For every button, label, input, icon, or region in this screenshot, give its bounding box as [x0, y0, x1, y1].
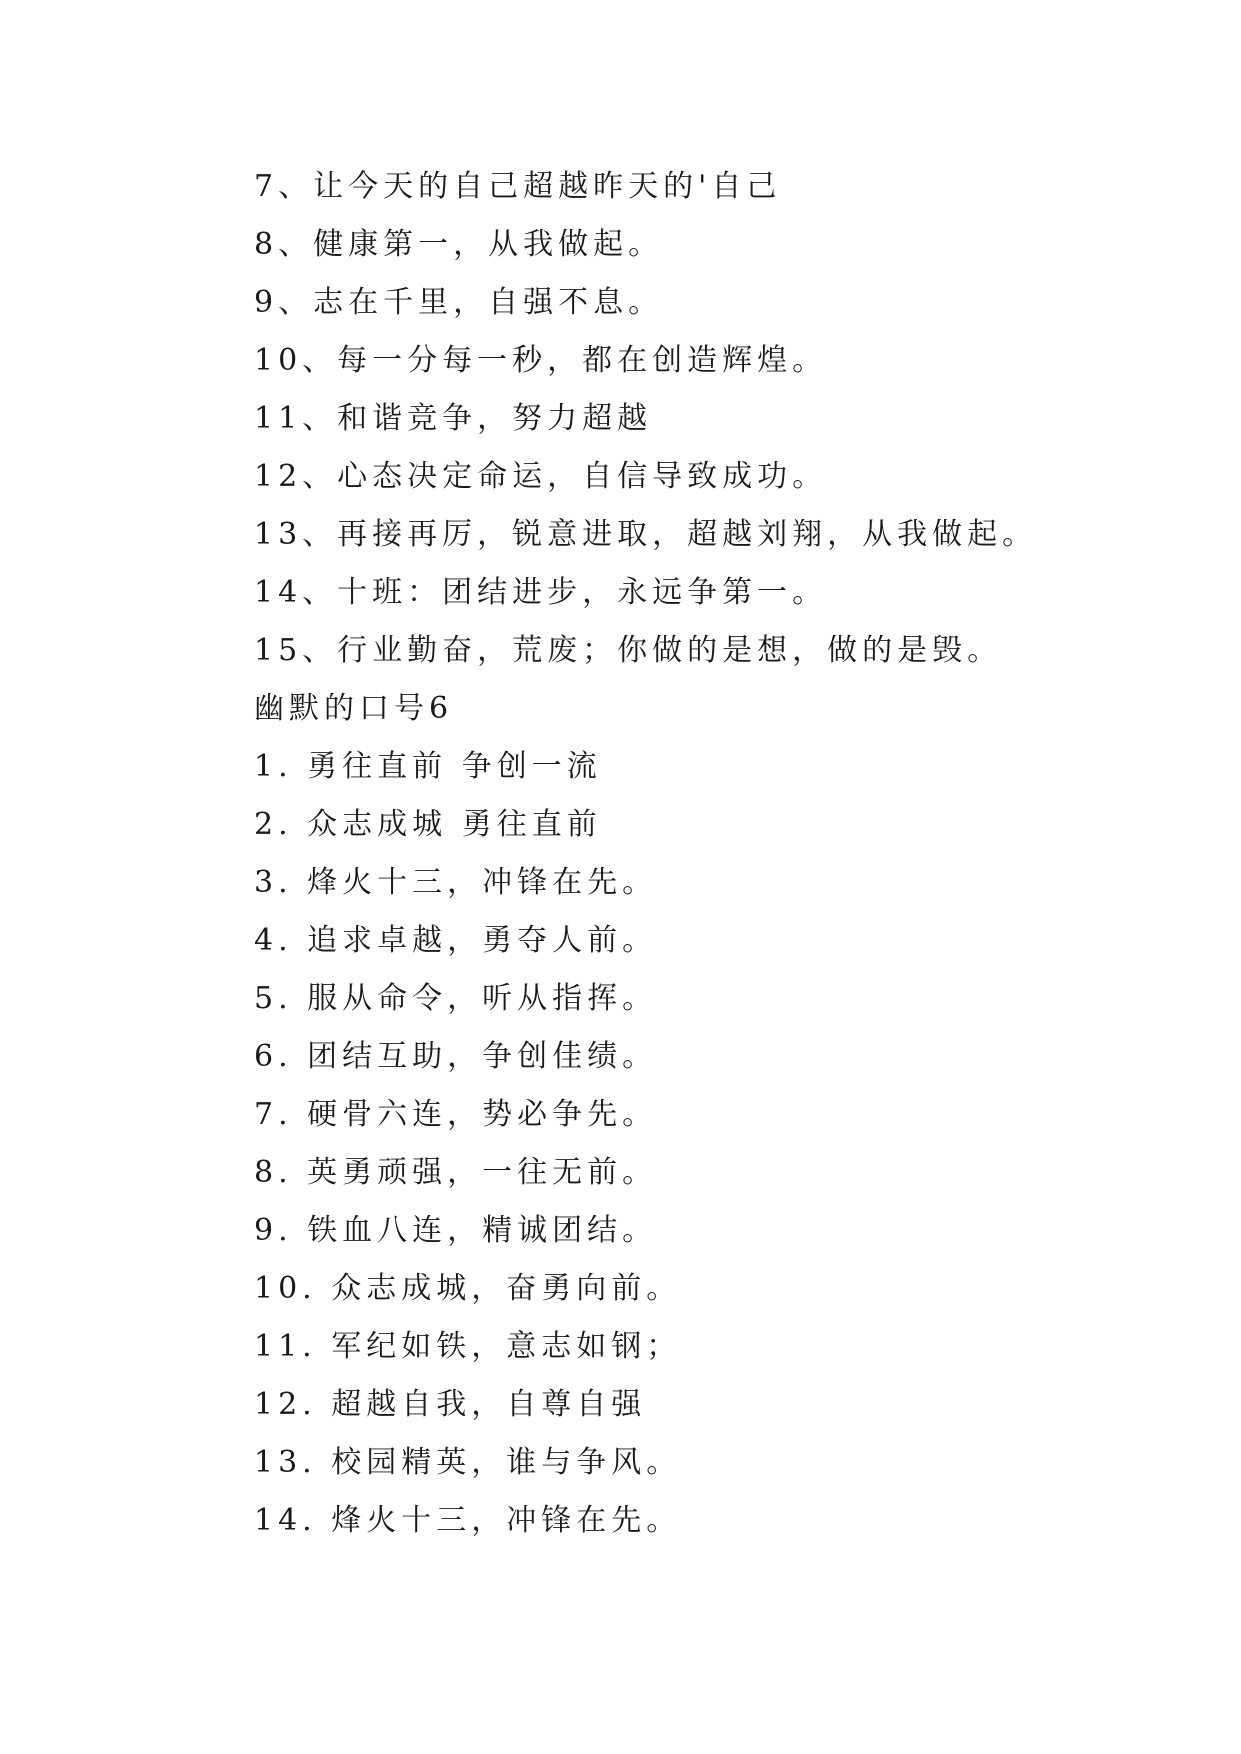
text-line: 7、让今天的自己超越昨天的'自己: [254, 169, 782, 204]
list-item: 4. 追求卓越，勇夺人前。: [254, 923, 658, 958]
text-line: 10、每一分每一秒，都在创造辉煌。: [254, 343, 828, 378]
list-item: 5. 服从命令，听从指挥。: [254, 981, 658, 1016]
list-item: 12. 超越自我，自尊自强: [254, 1387, 647, 1422]
list-item: 11. 军纪如铁，意志如钢；: [254, 1329, 682, 1364]
list-item: 8. 英勇顽强，一往无前。: [254, 1155, 658, 1190]
text-line: 13、再接再厉，锐意进取，超越刘翔，从我做起。: [254, 517, 1038, 552]
text-line: 12、心态决定命运，自信导致成功。: [254, 459, 828, 494]
section-heading: 幽默的口号6: [254, 691, 454, 726]
list-item: 14. 烽火十三，冲锋在先。: [254, 1503, 682, 1538]
list-item: 3. 烽火十三，冲锋在先。: [254, 865, 658, 900]
text-line: 11、和谐竞争，努力超越: [254, 401, 653, 436]
text-line: 9、志在千里，自强不息。: [254, 285, 664, 320]
text-line: 15、行业勤奋，荒废；你做的是想，做的是毁。: [254, 633, 1003, 668]
list-item: 13. 校园精英，谁与争风。: [254, 1445, 682, 1480]
list-item: 7. 硬骨六连，势必争先。: [254, 1097, 658, 1132]
text-line: 8、健康第一，从我做起。: [254, 227, 664, 262]
list-item: 9. 铁血八连，精诚团结。: [254, 1213, 658, 1248]
list-item: 6. 团结互助，争创佳绩。: [254, 1039, 658, 1074]
text-line: 14、十班：团结进步，永远争第一。: [254, 575, 828, 610]
list-item: 2. 众志成城 勇往直前: [254, 807, 602, 842]
list-item: 10. 众志成城，奋勇向前。: [254, 1271, 682, 1306]
document-body: [254, 158, 1154, 1550]
list-item: 1. 勇往直前 争创一流: [254, 749, 602, 784]
